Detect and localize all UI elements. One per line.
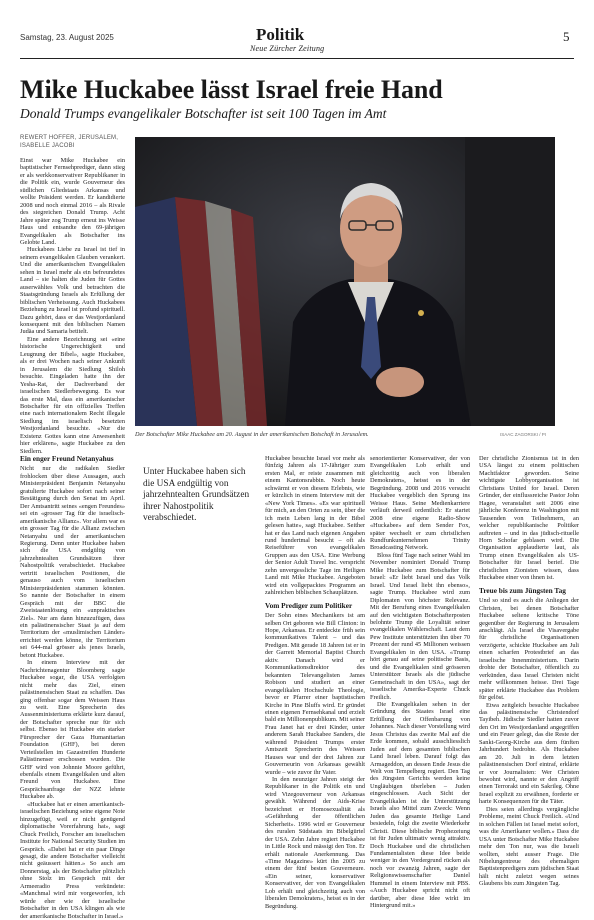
- paragraph: Bloss fünf Tage nach seiner Wahl im November nominiert Donald Trump Mike Huckabee zum Botschafter für Israel: «Er liebt Israel und das Volk Israel. Und Israel liebt ihn ebenso», sagte Trump. Huckabee wird zum Diplomaten von höchster Relevanz. Mit der Berufung eines Evangelikalen auf den wichtigsten Botschafterposten belohnte Trump die Loyalität seiner evangelikalen Wählerschaft. Laut dem Pew Institute unterstützten ihn über 70 Prozent der rund 45 Millionen weissen Evangelikalen in den USA. «Trump hört genau auf seine politische Basis, und die Evangelikalen sind grösseren Unterstützer Israels als die jüdische Gemeinschaft in den USA», sagt der israelische Amerika-Experte Chuck Freilich.: [370, 551, 470, 701]
- section-heading: Treue bis zum Jüngsten Tag: [479, 585, 566, 595]
- article-column-1: [20, 157, 125, 455]
- article-column-4: [370, 455, 470, 910]
- paragraph: In den neunziger Jahren steigt der Republikaner in die Politik ein und wird Vizegouverneur von Arkansas gewählt. Während der Aids-Krise bezeichnet er Homosexualität als «Gefährdung der öffentlichen Sicherheit». 1996 wird er Gouverneur des ruralen Südstaats im Bibelgürtel der USA. Zehn Jahre regiert Huckabee in Little Rock und mässigt den Ton. Er erhält nationale Anerkennung. Das «Time Magazine» kürt ihn 2005 zu einem der fünf besten Gouverneure. «Ein seiner, konservativer Konservativer, der von Evangelikalen Lob erhält und gleichzeitig auch von liberalen Demokraten», heisst es in der Begründung.: [265, 776, 365, 910]
- paragraph: In einem Interview mit der Nachrichtenagentur Bloomberg sagte Huckabee sogar, die USA verfolgten nicht mehr das Ziel, einen palästinensischen Staat zu schaffen. Das ging offenbar sogar dem Weissen Haus zu weit. Eine Sprecherin des Aussenministeriums erklärte kurz darauf, der Botschafter spreche nur für sich selbst. Ebenso ist Huckabee ein starker Fürsprecher der Gaza Humanitarian Foundation (GHF), bei deren Verteilstellen im Gazastreifen Hunderte Palästinenser erschossen wurden. Die GHF wird von Johnnie Moore geführt, ebenfalls einem Evangelikalen und alten Freund von Huckabee. Eine Gesprächsanfrage der NZZ lehnte Huckabee ab.: [20, 659, 125, 801]
- article-column-3: [265, 455, 366, 910]
- paragraph: Huckabees Liebe zu Israel ist tief in seinem evangelikalen Glauben verankert. Und die amerikanischen Evangelikalen sehen in Israel mehr als ein befreundetes Land – sie halten die Juden für Gottes auserwähltes Volk und betrachten die Staatsgründung Israels als Erfüllung der biblischen Verheissung. Auch Huckabees Beziehung zu Israel ist profund spirituell. Dazu gehört, dass er das Westjordanland konsequent mit den biblischen Namen Judäa und Samaria betitelt.: [20, 246, 125, 336]
- newspaper-name: Neue Zürcher Zeitung: [250, 44, 325, 53]
- paragraph: Einst war Mike Huckabee ein baptistischer Fernsehprediger, dann stieg er als werkkonservativer Republikaner in die Politik ein, wurde Gouverneur des südlichen Gliedstaats Arkansas und wollte Präsident werden. Er kandidierte 2008 und noch einmal 2016 – als Rivale des siegreichen Donald Trump. Acht Jahre später zog Trump erneut ins Weisse Haus und entsandte den 69-jährigen Evangelikalen als Botschafter ins Gelobte Land.: [20, 157, 125, 246]
- paragraph: Der Sohn eines Mechanikers ist am selben Ort geboren wie Bill Clinton: in Hope, Arkansas. Er entdeckte früh sein kommunikatives Talent – und das Predigen. Mit gerade 18 Jahren ist er in der Garrett Memorial Baptist Church aktiv. Danach wird er Kommunikationsdirektor des bekannten Televangelisten James Robison und studiert an einer evangelikalen Hochschule Theologie, bevor er Pfarrer einer baptistischen Kirche in Pine Bluffs wird. Er gründet einen eigenen Fernsehkanal und erzielt bald ein Millionenpublikum. Mit seiner Frau Janet hat er drei Kinder, unter anderem Sarah Huckabee Sanders, die während Präsident Trumps erster Amtszeit Sprecherin des Weissen Hauses war und der drei Jahren zur Gouverneurin von Arkansas gewählt wurde – wie zuvor ihr Vater.: [265, 612, 365, 776]
- section-title: Politik: [256, 25, 305, 44]
- section-heading: Ein enger Freund Netanyahus: [20, 454, 114, 463]
- article-column-5: [479, 455, 579, 888]
- paragraph: Und so sind es auch die Anliegen der Christen, bei denen Botschafter Huckabee seltene kritische Töne gegenüber der Regierung in Jerusalem anschlägt. Als Israel die Visavergabe für christliche Organisationen verzögerte, schickte Huckabee am Juli einen scharfen Protestbrief an das israelische Innenministerium. Darin drohte der Botschafter, öffentlich zu verkünden, dass Israel Christen nicht mehr willkommen heisse. Drei Tage später erklärte Huckabee das Problem für gelöst.: [479, 597, 579, 702]
- author-byline: [20, 134, 118, 150]
- paragraph: Die Evangelikalen sehen in der Gründung des Staates Israel eine Erfüllung der Offenbarung von Johannes. Nach dieser Vorstellung wird Jesus Christus das zweite Mal auf die Erde kommen, sobald ausschliesslich Juden auf dem gesamten biblischen Land Israel leben. Darauf folgt das Armageddon, an dessen Ende Jesus die Welt von Tempelberg regiert. Den Tag des Jüngsten Gerichts werden keine Ungläubigen überleben – Juden eingeschlossen. Auch Sicht der Evangelikalen ist die Unterstützung Israels also Mittel zum Zweck: Wenn Juden das gesamte Heilige Land besiedeln, folgt die zweite Wiederkehr Christi. Diese biblische Prophezeiung ist für Juden ultimativ wenig attraktiv. Doch Huckabee und die christlichen Fundamentalisten diese Idee beide weniger in den Vordergrund rücken als noch vor zwanzig Jahren, sagte der Religionswissenschafter Daniel Hummel in einem Interview mit PBS. «Auch Huckabee spricht nicht oft darüber, aber diese Idee wirkt im Hintergrund mit.»: [370, 700, 470, 910]
- pull-quote: Unter Huckabee haben sich die USA endgültig von jahrzehntealten Grundsätzen ihrer Nahostpolitik verabschiedet.: [143, 467, 250, 524]
- photo-caption: Der Botschafter Mike Huckabee am 20. August in der amerikanischen Botschaft in Jerusalem.: [135, 431, 369, 438]
- paragraph: Etwa zeitgleich besuchte Huckabee das palästinensische Christendorf Tayibeh. Jüdische Siedler hatten zuvor den Ort im Westjordanland angegriffen und ein Feuer gelegt, das die Reste der Sankt-Georg-Kirche aus dem fünften Jahrhundert bedrohte. Als Huckabee am 20. Juli in dem letzten palästinensischen Dorf eintraf, erklärte er vor Journalisten: Wer Christen bewohnt wird, nannte er den Angriff einen Terrorakt und ein Sakrileg. Ohne Israel explizit zu erwähnen, forderte er harte Konsequenzen für die Täter.: [479, 701, 579, 806]
- issue-date: Samstag, 23. August 2025: [20, 33, 114, 42]
- header-rule: [20, 58, 574, 59]
- page-number: 5: [563, 29, 570, 44]
- paragraph: Dies seien allerdings vergängliche Probleme, meint Chuck Freilich. «Und in solchen Fällen ist Israel meist sofort, was die Amerikaner wollen.» Dass die USA unter Botschafter Mike Huckabee mehr den Ton nur, was die Israeli wollten, steht ausser Frage. Die Nibelungentreue des ehemaligen Baptistenpredigers zum jüdischen Staat hält nicht zuletzt wegen seines Glaubens bis zum Jüngsten Tag.: [479, 805, 579, 888]
- article-headline: Mike Huckabee lässt Israel freie Hand: [20, 75, 443, 104]
- photo-credit: ISAAC ZAGORSKI / PI: [500, 432, 547, 437]
- article-subheadline: Donald Trumps evangelikaler Botschafter ist seit 100 Tagen im Amt: [20, 106, 387, 121]
- paragraph: senorientierter Konservativer, der von Evangelikalen Lob erhält und gleichzeitig auch von liberalen Demokraten», heisst es in der Begründung. 2008 und 2016 versucht Huckabee vergeblich den Sprung ins Weisse Haus. Seine Medienkarriere verläuft derweil ordentlich: Er startet 2008 eine eigene Radio-Show «Huckabee» auf dem Sender Fox, später wechselt er zum christlichen Rundfunkunternehmen Trinity Broadcasting Network.: [370, 455, 470, 552]
- paragraph: Eine andere Bezeichnung sei «eine historische Ungerechtigkeit und Leugnung der Bibel», sagte Huckabee, als er drei Wochen nach seiner Ankunft in Jerusalem die Siedlung Shiloh besuchte. Eingeladen hatte ihn der Yesha-Rat, der Dachverband der israelischen Siedlerbewegung. Es war das erste Mal, dass ein amerikanischer Botschafter für ein offizielles Treffen eine nach internationalem Recht illegale Siedlung im israelisch besetzten Westjordanland besuchte. «Nur die Existenz Gottes kann eine Anwesenheit hier erklären», sagte Huckabee zu den Siedlern.: [20, 335, 125, 455]
- paragraph: Huckabee besuchte Israel vor mehr als fünfzig Jahren als 17-Jähriger zum ersten Mal, er reiste zusammen mit einem Kantonsrabbin. Noch heute schwärmt er von diesem Erlebnis, wie er kürzlich in einem Interview mit der «New York Times». «Es war spirituell für mich, an den Orten zu sein, über die ich mein Leben lang in der Bibel gelesen hatte», sagt Huckabee. Seither hat er das Land nach eigenen Angaben rund hundertmal besucht – oft als Reiseführer von evangelikalen Gruppen aus den USA. Eine Werbung der Senior Adult Travel Inc. verspricht zehn unvergessliche Tage im Heiligen Land mit Mike Huckabee. Angeboten wird ein vollgepacktes Programm an zahlreichen biblischen Schauplätzen.: [265, 455, 366, 597]
- photo-illustration: [135, 137, 555, 426]
- paragraph: Nicht nur die radikalen Siedler frohlocken über diese Aussagen, auch Ministerpräsident Benjamin Netanyahu gratulierte Huckabee sofort nach seiner Bestätigung durch den Senat im April. Der Amtsantritt seines «engen Freundes» sei ein «grosser Tag für die israelisch-amerikanische Allianz». Vor allem war es ein grosser Tag für die Allianz zwischen Netanyahu und der amerikanischen Regierung. Denn unter Huckabee haben sich die USA endgültig von jahrzehntealten Grundsätzen ihrer Nahostpolitik verabschiedet. Huckabee vertritt israelischen Positionen, die genauso auch vom israelischen Ministerpräsidenten stammen könnten. So nannte der Botschafter in einem Gespräch mit der BBC die Zweistaatenlösung ein «unpraktisches Ziel». Nur am dann hinzuzufügen, dass ein palästinensischer Staat ja auf dem Territorium der «muslimischen Länder» errichtet werden könne, ihr Territorium sei 644-mal grösser als jenes Israels, betont Huckabee.: [20, 465, 125, 659]
- paragraph: Der christliche Zionismus ist in den USA längst zu einem politischen Machtfaktor geworden. Seine wichtigste Lobbyorganisation ist Christians United for Israel. Deren Gründer, der einflussreiche Pastor John Hagee, veranstaltet seit 2006 eine jährliche Konferenz in Washington mit Tausenden von Teilnehmern, an welcher republikanische Politiker auftreten – und in das jüdisch-rituelle Horn Schofar geblasen wird. Die Organisation applaudierte laut, als Trump einen Evangelikalen als US-Botschafter für Israel berief. Die christlichen Zionisten wissen, dass Huckabee einer von ihnen ist.: [479, 455, 579, 582]
- author-line: ISABELLE JACOBI: [20, 143, 75, 149]
- article-column-2: [20, 454, 125, 920]
- article-photo: [135, 137, 555, 426]
- section-heading: Vom Prediger zum Politiker: [265, 600, 353, 610]
- paragraph: «Huckabee hat er einen amerikanisch-israelischen Beziehung seine eigene Note hinzugefügt, weil er nicht genügend diplomatische Vorerfahrung hat», sagt Chuck Freilich, Forscher am israelischen Institute for National Security Studien im Gespräch. «Dabei hat er ein paar Dinge gesagt, die andere Botschafter vielleicht nicht geäussert hätten.» So auch am Donnerstag, als der Botschafter plötzlich ohne Stolz im Gespräch mit der Armeeradio Press verkündete: «Manchmal wird mir vorgeworfen, ich würde eher wie der israelische Botschafter in den USA klingen als wie der amerikanische Botschafter in Israel.»: [20, 800, 125, 920]
- author-line: REWERT HOFFER, JERUSALEM,: [20, 135, 119, 141]
